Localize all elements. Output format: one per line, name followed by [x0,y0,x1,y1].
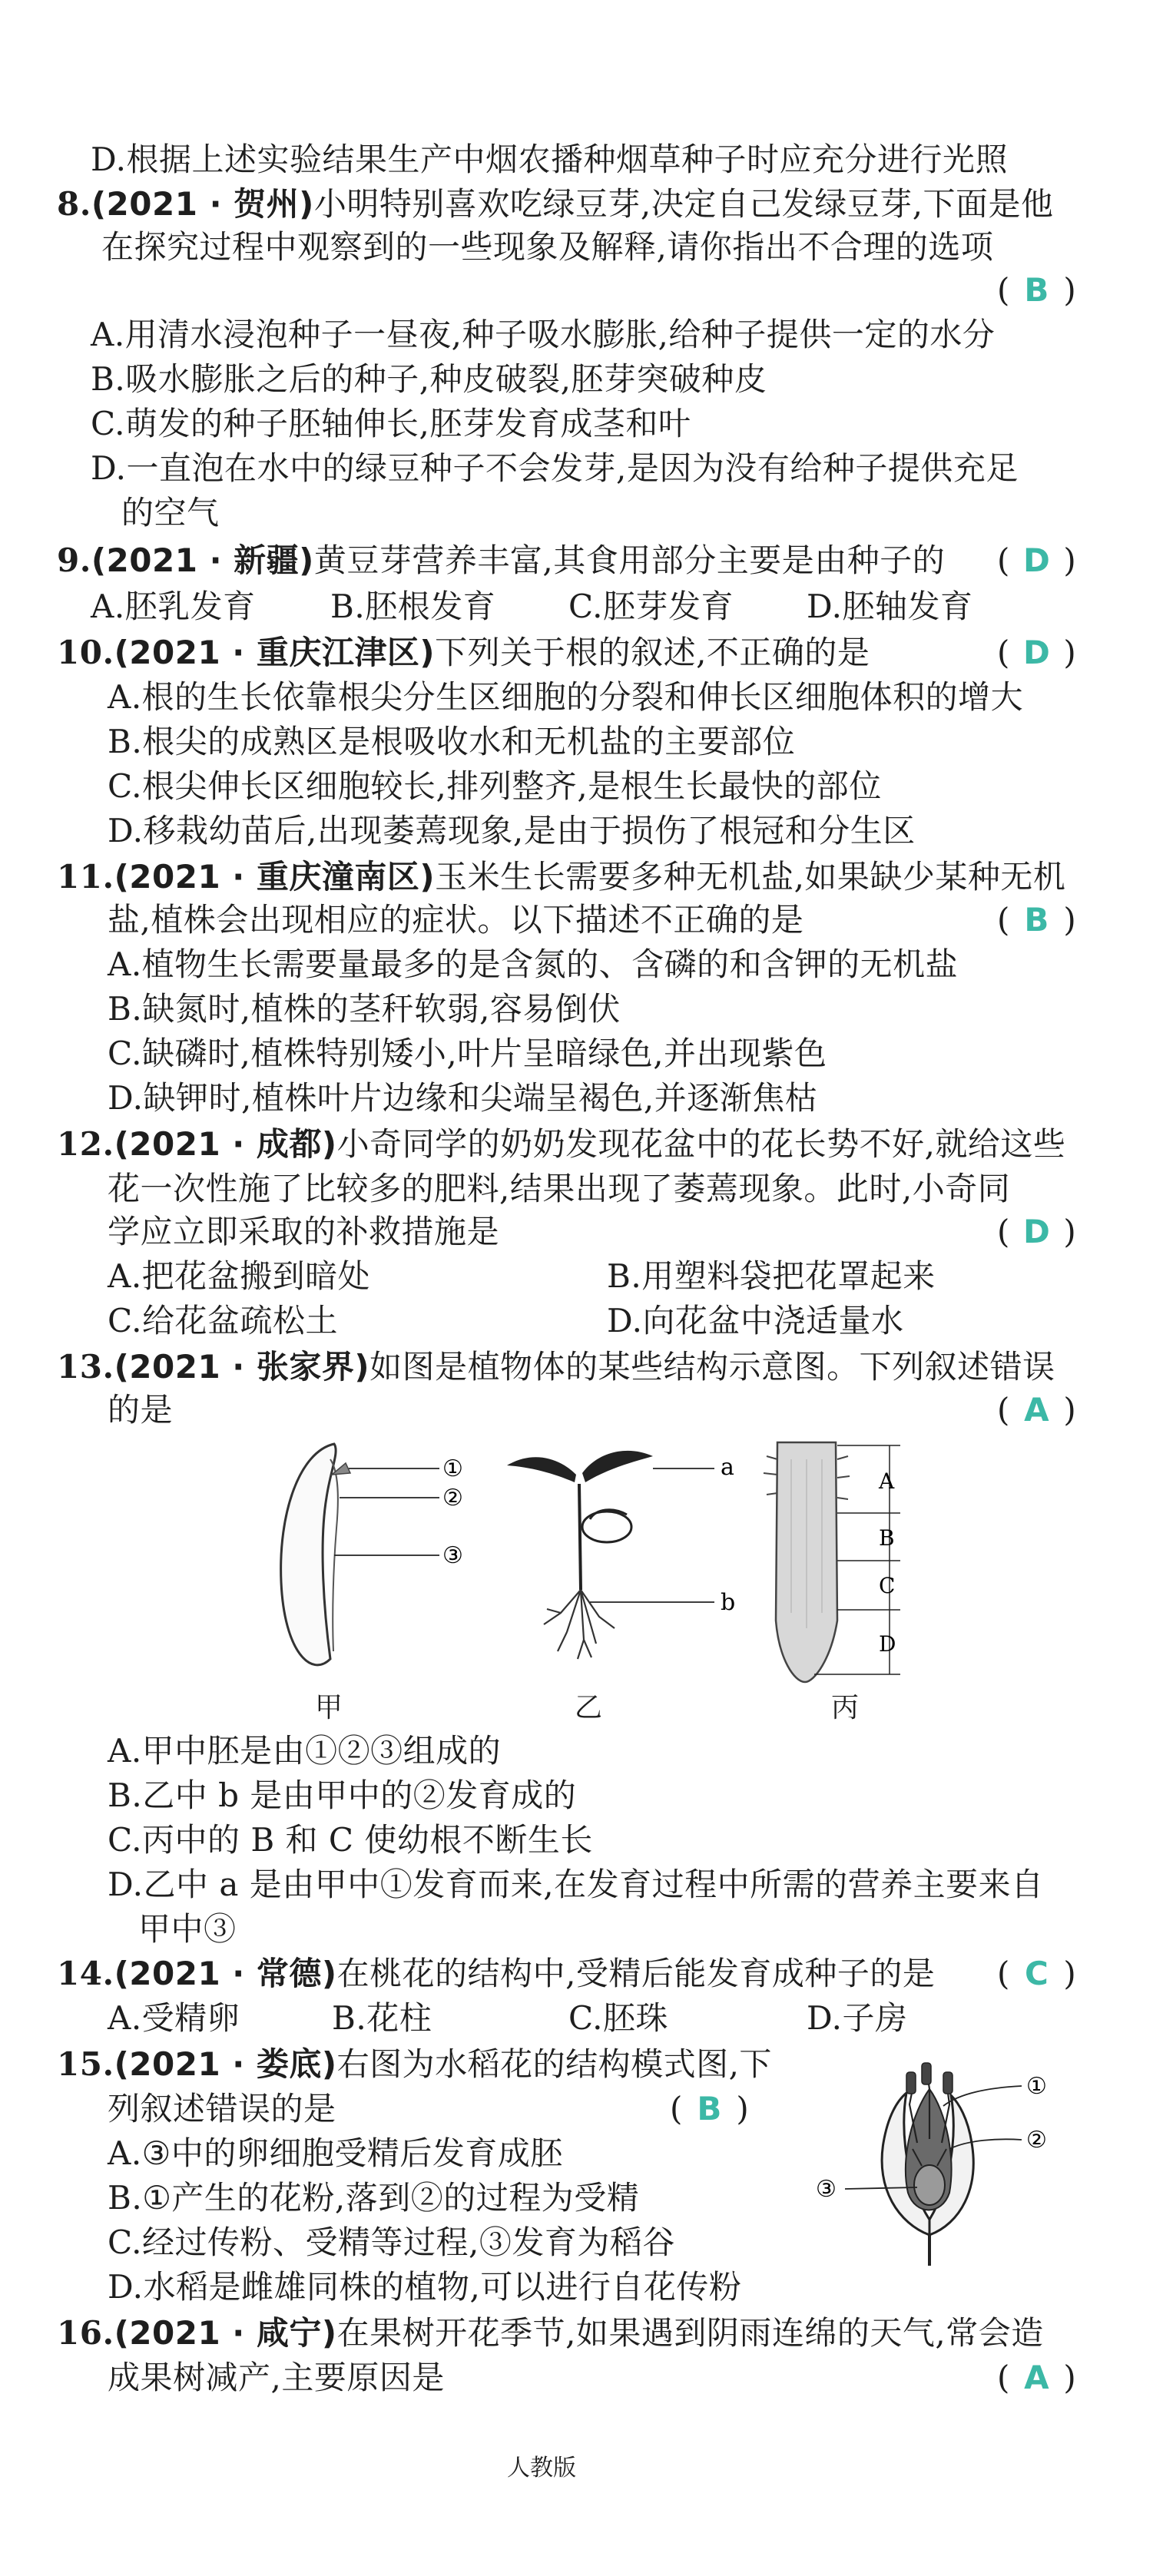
q15-option-c: C.经过传粉、受精等过程,③发育为稻谷 [108,2223,675,2261]
q8-stem [57,183,1054,226]
q11-stem-line2: 盐,植株会出现相应的症状。以下描述不正确的是 [108,901,804,939]
q10-option-c: C.根尖伸长区细胞较长,排列整齐,是根生长最快的部位 [108,767,882,805]
q14-option-d: D.子房 [807,1999,908,2037]
q8-option-d: D.一直泡在水中的绿豆种子不会发芽,是因为没有给种子提供充足 [91,449,1019,487]
seed-diagram [281,1444,463,1665]
q11-option-b: B.缺氮时,植株的茎秆软弱,容易倒伏 [108,990,621,1028]
q8-answer: ( B ) [997,269,1076,312]
q12-source: (2021 · 成都) [114,1125,337,1163]
seedling-diagram [507,1451,735,1659]
q15-option-b: B.①产生的花粉,落到②的过程为受精 [108,2179,640,2217]
q13-number: 13. [57,1348,114,1386]
q13-stem [57,1346,1055,1389]
q13-source: (2021 · 张家界) [114,1348,370,1386]
q14-answer: ( C ) [997,1952,1076,1995]
q11-answer: ( B ) [997,899,1076,942]
q15-option-a: A.③中的卵细胞受精后发育成胚 [108,2134,563,2172]
q15-answer: ( B ) [670,2088,749,2131]
yi-label-b: b [721,1589,736,1616]
q16-stem [57,2312,1044,2355]
q12-stem-line3: 学应立即采取的补救措施是 [108,1213,500,1250]
q15-stem-line2: 列叙述错误的是 [108,2090,336,2127]
q14-option-b: B.花柱 [332,1999,432,2037]
q15-stem-line1: 右图为水稻花的结构模式图,下 [336,2045,772,2083]
q8-stem-line2: 在探究过程中观察到的一些现象及解释,请你指出不合理的选项 [101,228,994,266]
page-footer: 人教版 [507,2455,576,2482]
q14-source: (2021 · 常德) [114,1955,337,1992]
q13-option-d: D.乙中 a 是由甲中①发育而来,在发育过程中所需的营养主要来自 [108,1866,1044,1903]
q16-stem-line2: 成果树减产,主要原因是 [108,2359,445,2396]
q13-answer-letter: A [1024,1391,1049,1429]
q10-stem [57,631,870,674]
bing-label-c: C [879,1573,896,1598]
q10-option-b: B.根尖的成熟区是根吸收水和无机盐的主要部位 [108,723,796,760]
q16-source: (2021 · 咸宁) [114,2314,337,2352]
q10-answer-letter: D [1022,634,1050,671]
q12-stem [57,1123,1065,1166]
q14-option-c: C.胚珠 [568,1999,668,2037]
q12-option-d: D.向花盆中浇适量水 [607,1302,904,1339]
q13-stem-line1: 如图是植物体的某些结构示意图。下列叙述错误 [369,1348,1055,1386]
q9-stem [57,539,945,582]
q11-number: 11. [57,858,114,896]
q11-stem [57,856,1065,899]
rice-label-2: ② [1026,2127,1047,2154]
q12-option-b: B.用塑料袋把花罩起来 [607,1257,936,1295]
bing-label-d: D [879,1631,896,1657]
q9-number: 9. [57,541,91,579]
q8-option-a: A.用清水浸泡种子一昼夜,种子吸水膨胀,给种子提供一定的水分 [91,316,996,353]
q10-number: 10. [57,634,114,671]
q14-number: 14. [57,1955,114,1992]
q9-answer: ( D ) [997,539,1076,582]
q14-answer-letter: C [1024,1955,1049,1992]
q15-source: (2021 · 娄底) [114,2045,337,2083]
q11-stem-line1: 玉米生长需要多种无机盐,如果缺少某种无机 [435,858,1066,896]
q9-option-b: B.胚根发育 [330,588,496,625]
q11-answer-letter: B [1024,901,1049,939]
q11-option-d: D.缺钾时,植株叶片边缘和尖端呈褐色,并逐渐焦枯 [108,1079,818,1117]
q13-option-a: A.甲中胚是由①②③组成的 [108,1732,502,1770]
q8-option-c: C.萌发的种子胚轴伸长,胚芽发育成茎和叶 [91,405,691,442]
caption-bing: 丙 [831,1692,860,1723]
q9-option-c: C.胚芽发育 [568,588,734,625]
q12-stem-line1: 小奇同学的奶奶发现花盆中的花长势不好,就给这些 [336,1125,1066,1163]
q16-number: 16. [57,2314,114,2352]
caption-yi: 乙 [575,1692,603,1723]
q12-answer-letter: D [1022,1213,1050,1250]
q13-figure [253,1429,945,1690]
jia-label-1: ① [442,1455,463,1482]
q13-answer: ( A ) [997,1389,1076,1432]
q15-option-d: D.水稻是雌雄同株的植物,可以进行自花传粉 [108,2268,742,2306]
q10-source: (2021 · 重庆江津区) [114,634,436,671]
jia-label-2: ② [442,1485,463,1511]
q8-number: 8. [57,185,91,223]
jia-label-3: ③ [442,1542,463,1569]
q12-stem-line2: 花一次性施了比较多的肥料,结果出现了萎蔫现象。此时,小奇同 [108,1170,1011,1207]
q9-option-d: D.胚轴发育 [807,588,973,625]
q11-option-c: C.缺磷时,植株特别矮小,叶片呈暗绿色,并出现紫色 [108,1035,827,1072]
q12-option-c: C.给花盆疏松土 [108,1302,338,1339]
q15-stem [57,2043,772,2086]
q8-source: (2021 · 贺州) [91,185,314,223]
q8-option-b: B.吸水膨胀之后的种子,种皮破裂,胚芽突破种皮 [91,360,767,398]
q9-source: (2021 · 新疆) [91,541,314,579]
bing-label-a: A [879,1468,895,1494]
q16-answer: ( A ) [997,2356,1076,2399]
q8-stem-line1: 小明特别喜欢吃绿豆芽,决定自己发绿豆芽,下面是他 [313,185,1054,223]
q14-option-a: A.受精卵 [108,1999,240,2037]
bing-label-b: B [879,1525,895,1551]
root-tip-diagram [764,1442,900,1682]
q12-number: 12. [57,1125,114,1163]
q12-option-a: A.把花盆搬到暗处 [108,1257,371,1295]
q13-option-c: C.丙中的 B 和 C 使幼根不断生长 [108,1821,593,1859]
q10-option-d: D.移栽幼苗后,出现萎蔫现象,是由于损伤了根冠和分生区 [108,812,916,849]
q9-answer-letter: D [1022,541,1050,579]
q16-stem-line1: 在果树开花季节,如果遇到阴雨连绵的天气,常会造 [336,2314,1044,2352]
caption-jia: 甲 [315,1692,343,1723]
q15-answer-letter: B [697,2090,722,2127]
q11-source: (2021 · 重庆潼南区) [114,858,436,896]
yi-label-a: a [721,1454,734,1481]
q13-option-d-cont: 甲中③ [138,1910,237,1948]
q8-option-d-cont: 的空气 [121,494,220,531]
rice-label-3: ③ [816,2176,837,2203]
q10-stem-text: 下列关于根的叙述,不正确的是 [435,634,870,671]
q15-number: 15. [57,2045,114,2083]
q11-option-a: A.植物生长需要量最多的是含氮的、含磷的和含钾的无机盐 [108,945,959,983]
q14-stem-text: 在桃花的结构中,受精后能发育成种子的是 [336,1955,936,1992]
q10-option-a: A.根的生长依靠根尖分生区细胞的分裂和伸长区细胞体积的增大 [108,678,1024,716]
q8-answer-letter: B [1024,271,1049,309]
q13-option-b: B.乙中 b 是由甲中的②发育成的 [108,1776,577,1814]
q10-answer: ( D ) [997,631,1076,674]
q7-option-d: D.根据上述实验结果生产中烟农播种烟草种子时应充分进行光照 [91,141,1009,178]
q9-stem-text: 黄豆芽营养丰富,其食用部分主要是由种子的 [313,541,946,579]
q13-stem-line2: 的是 [108,1391,174,1429]
rice-label-1: ① [1026,2073,1047,2100]
q12-answer: ( D ) [997,1210,1076,1253]
rice-flower-figure [814,2058,1122,2273]
q14-stem [57,1952,935,1995]
q16-answer-letter: A [1024,2359,1049,2396]
q9-option-a: A.胚乳发育 [91,588,256,625]
